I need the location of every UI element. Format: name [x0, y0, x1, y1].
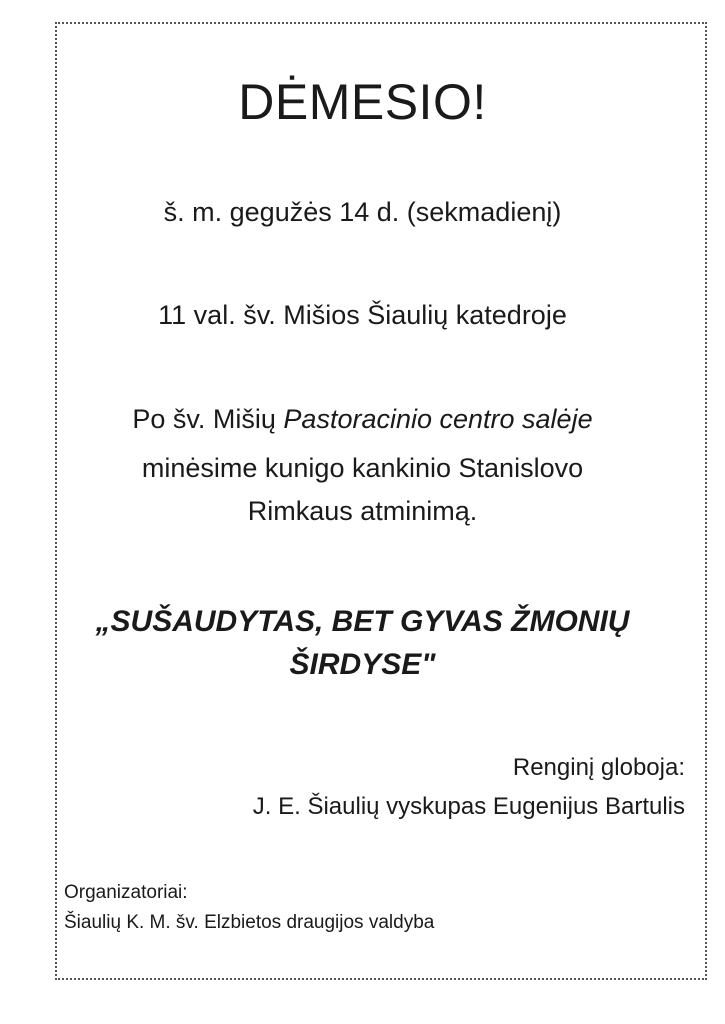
patron-label: Renginį globoja:: [512, 754, 685, 781]
mass-line: 11 val. šv. Mišios Šiaulių katedroje: [158, 300, 567, 330]
date-line: š. m. gegužės 14 d. (sekmadienį): [163, 197, 562, 227]
after-mass-prefix: Po šv. Mišių: [132, 404, 284, 434]
after-mass-line: [0, 402, 725, 436]
organizers-label: Organizatoriai:: [64, 882, 188, 903]
motto-line-2: ŠIRDYSE": [289, 648, 436, 681]
patron-name: J. E. Šiaulių vyskupas Eugenijus Bartulis: [252, 793, 685, 820]
motto-line-1: „SUŠAUDYTAS, BET GYVAS ŽMONIŲ: [95, 605, 630, 638]
venue-name: Pastoracinio centro salėje: [283, 404, 593, 434]
notice-title: DĖMESIO!: [238, 74, 487, 130]
remembrance-line-1: minėsime kunigo kankinio Stanislovo: [141, 453, 584, 483]
remembrance-line-2: Rimkaus atminimą.: [247, 496, 478, 526]
organizers-name: Šiaulių K. M. šv. Elzbietos draugijos valdyba: [64, 912, 435, 933]
